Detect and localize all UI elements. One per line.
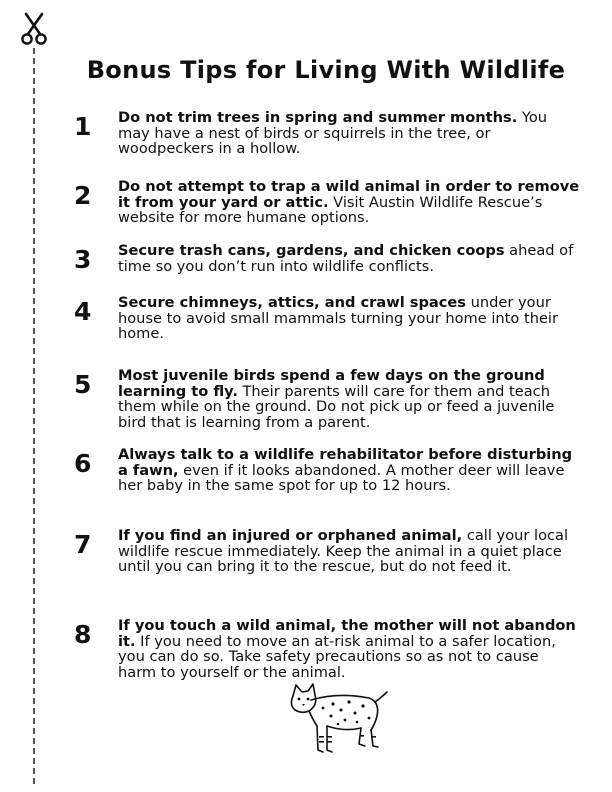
tip-number: 6 [74,449,92,478]
tip-rest: Visit Austin Wildlife Rescue’s website for more humane options. [118,193,543,226]
tip-text [118,528,580,575]
tip-item [70,528,580,618]
tip-item [70,618,580,680]
tip-number: 1 [74,112,92,141]
tip-number: 3 [74,245,92,274]
tip-bold: Secure trash cans, gardens, and chicken coops [118,242,505,259]
page-title: Bonus Tips for Living With Wildlife [86,56,566,84]
tip-bold: Do not attempt to trap a wild animal in order to remove it from your yard or attic. [118,178,580,211]
tip-text [118,447,580,494]
tip-item [70,179,580,243]
tip-bold: If you find an injured or orphaned animal, [118,527,463,544]
tip-number: 5 [74,370,92,399]
scissors-icon [20,12,48,46]
tip-text [118,618,580,680]
tip-rest: under your house to avoid small mammals turning your home into their home. [118,294,558,342]
tip-text [118,295,580,342]
tip-text [118,110,580,157]
tip-bold: Most juvenile birds spend a few days on the ground learning to fly. [118,367,545,400]
tip-rest: Their parents will care for them and teach them while on the ground. Do not pick up or feed a juvenile bird that is learning from a parent. [118,382,555,431]
tip-item [70,110,580,179]
tip-number: 7 [74,530,92,559]
tip-text [118,368,580,430]
tip-rest: If you need to move an at-risk animal to a safer location, you can do so. Take safety precautions so as not to cause harm to yourself or the animal. [118,632,556,681]
tip-item [70,368,580,447]
tip-item [70,447,580,528]
tip-rest: ahead of time so you don’t run into wildlife conflicts. [118,242,574,275]
tip-text [118,243,580,274]
tip-rest: You may have a nest of birds or squirrels in the tree, or woodpeckers in a hollow. [118,109,548,157]
tip-text [118,179,580,226]
tip-rest: call your local wildlife rescue immediately. Keep the animal in a quiet place until you can bring it to the rescue, but do not feed it. [118,527,569,575]
tip-bold: Always talk to a wildlife rehabilitator before disturbing a fawn, [118,446,573,479]
tip-number: 4 [74,297,92,326]
tip-rest: even if it looks abandoned. A mother deer will leave her baby in the same spot for up to 12 hours. [118,461,565,494]
tip-number: 2 [74,181,92,210]
tip-bold: Do not trim trees in spring and summer months. [118,109,518,126]
cut-line [33,48,35,784]
tip-number: 8 [74,620,92,649]
tip-item [70,243,580,295]
tip-item [70,295,580,368]
bobcat-illustration [283,680,391,762]
tip-bold: If you touch a wild animal, the mother will not abandon it. [118,617,576,650]
tips-list [70,110,580,680]
tip-bold: Secure chimneys, attics, and crawl spaces [118,294,466,311]
